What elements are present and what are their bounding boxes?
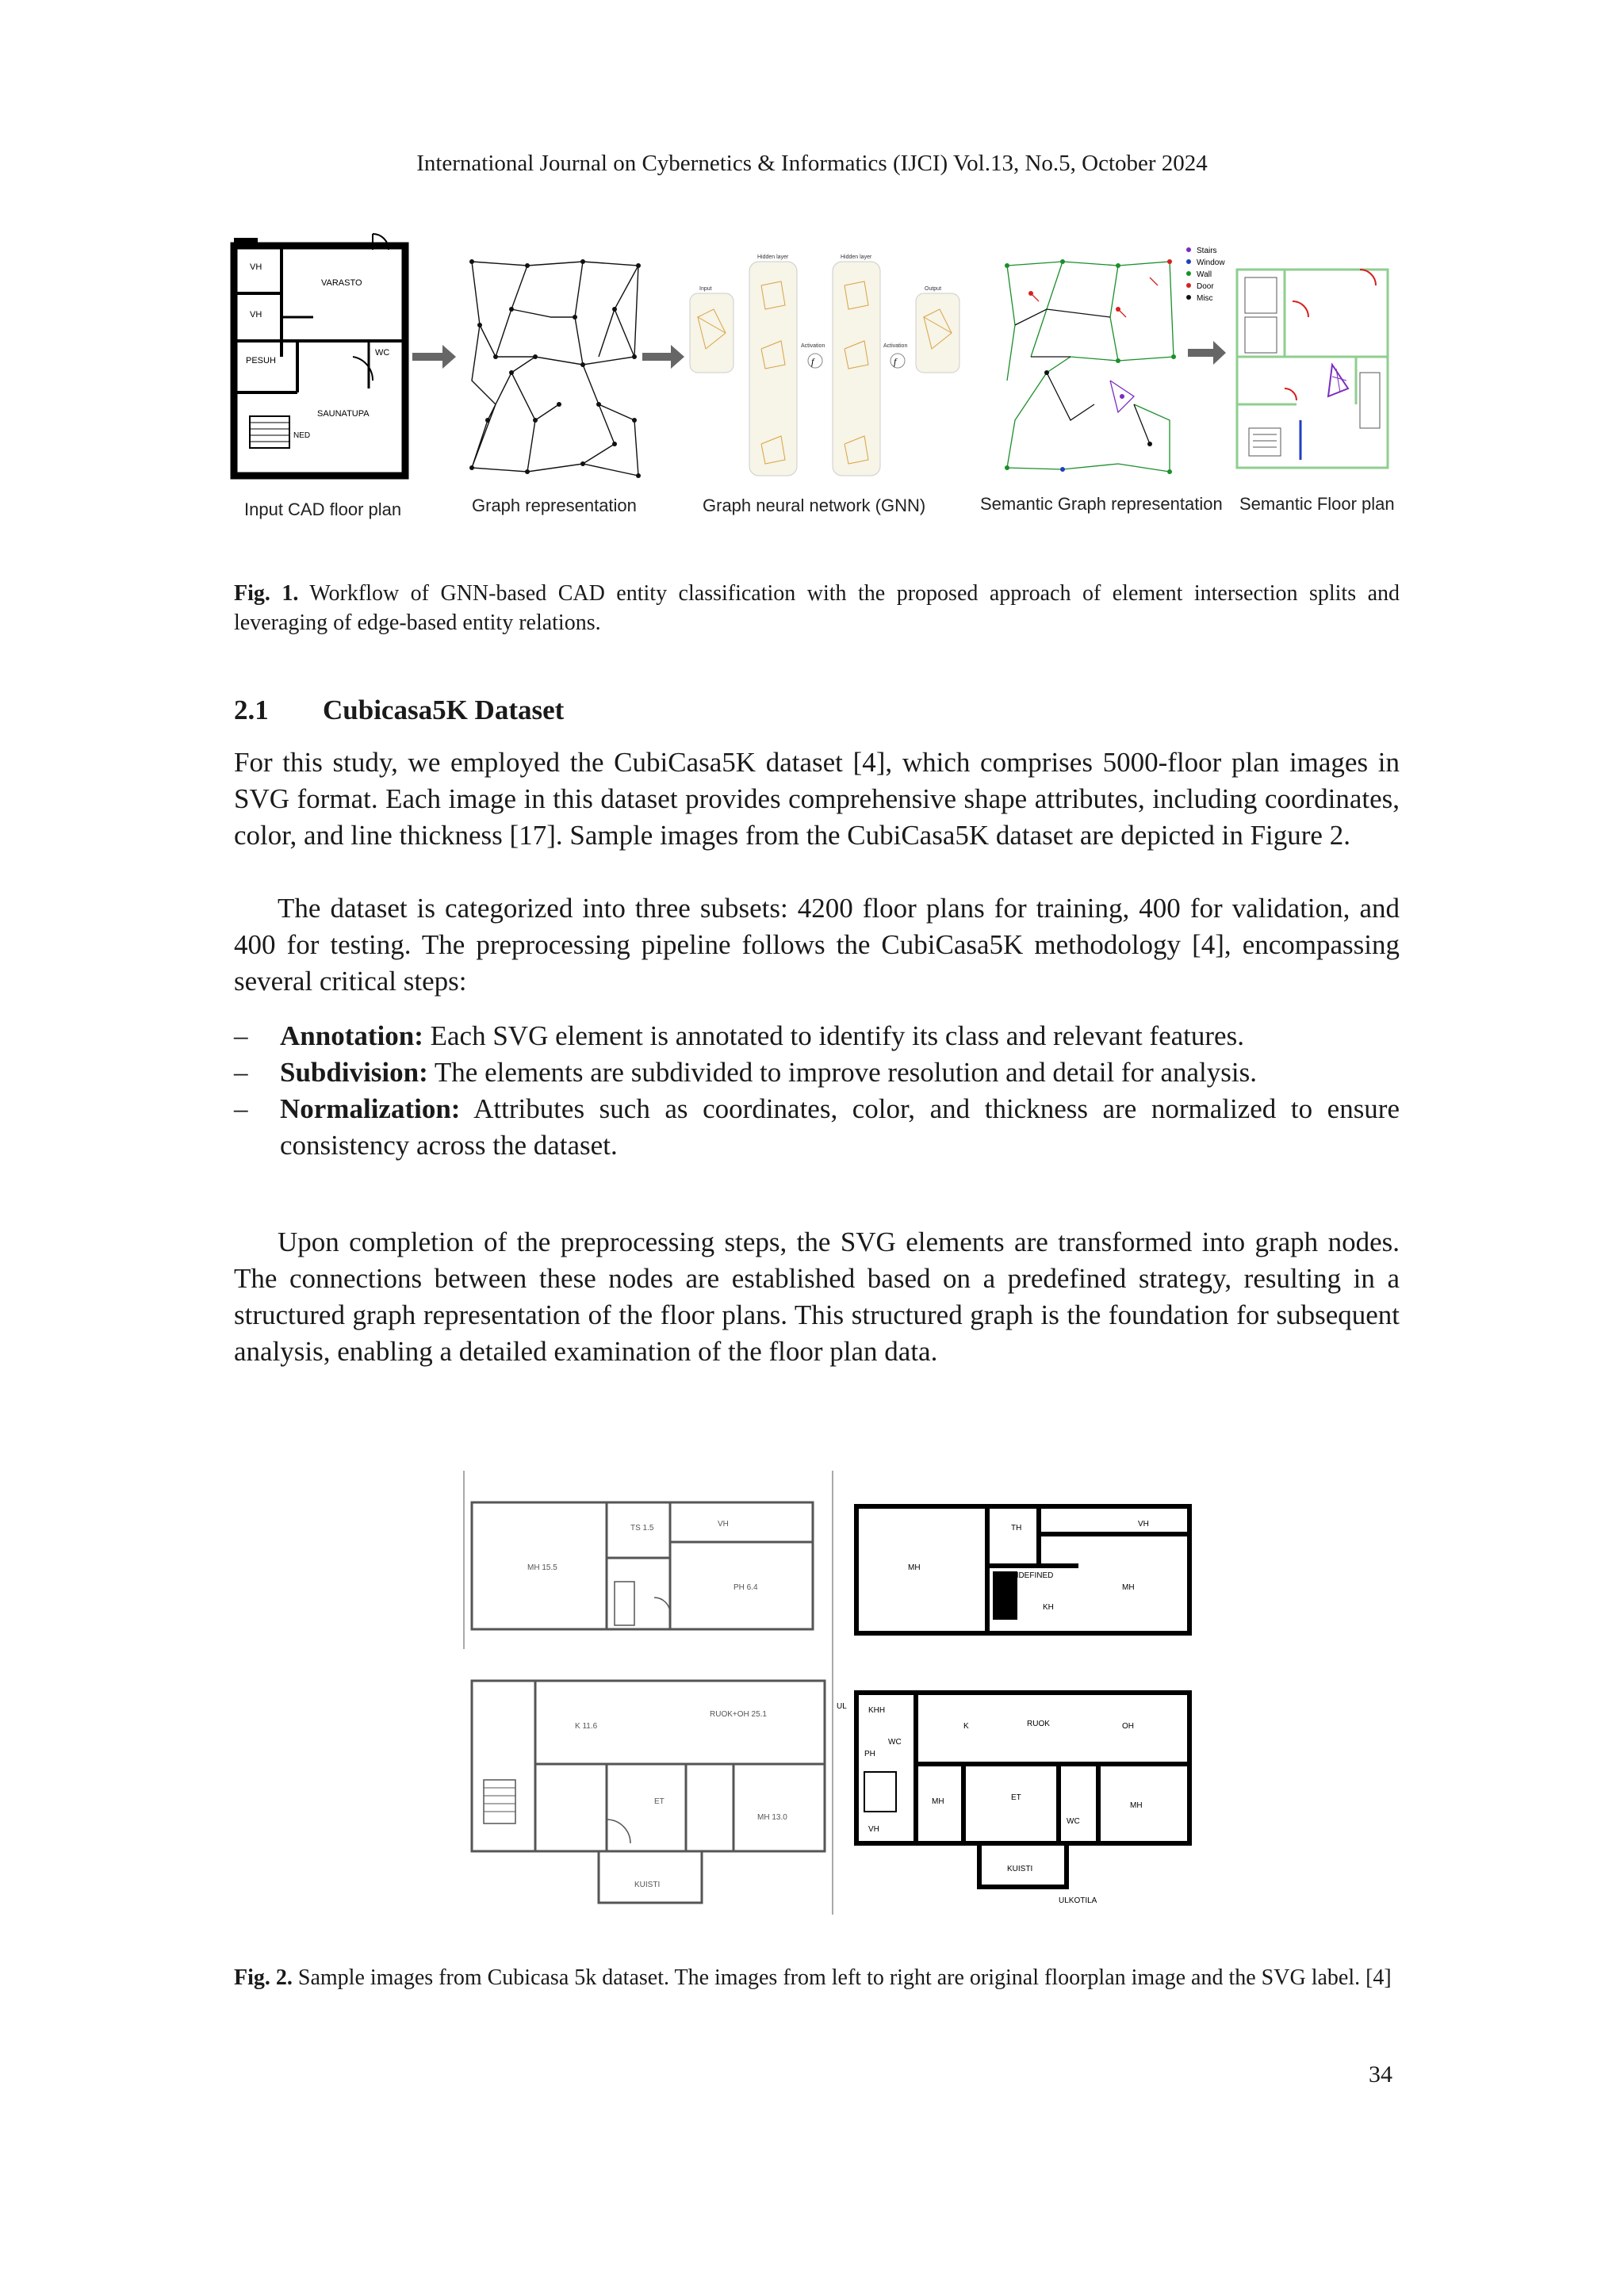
figure-1-caption-label: Fig. 1. (234, 581, 299, 606)
legend-item (1186, 258, 1225, 267)
section-title: Cubicasa5K Dataset (323, 695, 565, 725)
paragraph-1: For this study, we employed the CubiCasa5K dataset [4], which comprises 5000-floor plan images in SVG format. Each image in this dataset provides comprehensive shape attributes, including coordinates, color, and line thickness [17]. Sample images from the CubiCasa5K dataset are depicted in Figure 2. (234, 747, 1400, 851)
section-number: 2.1 (234, 695, 269, 725)
paragraph-3: Upon completion of the preprocessing steps, the SVG elements are transformed into graph nodes. The connections between these nodes are established based on a predefined strategy, resulting in a structured graph representation of the floor plans. This structured graph is the foundation for subsequent analysis, enabling a detailed examination of the floor plan data. (234, 1226, 1400, 1367)
list-item-term: Annotation: (280, 1020, 423, 1051)
svg-text:WC: WC (375, 348, 390, 358)
svg-text:PH 6.4: PH 6.4 (733, 1583, 758, 1592)
list-item-text: The elements are subdivided to improve resolution and detail for analysis. (434, 1057, 1257, 1088)
svg-text:TS 1.5: TS 1.5 (630, 1524, 654, 1533)
svg-text:SAUNATUPA: SAUNATUPA (317, 409, 370, 419)
panel-label-gnn: Graph neural network (GNN) (703, 496, 926, 515)
arrow-icon (412, 345, 456, 369)
input-floor-plan (234, 234, 405, 476)
svg-text:Input: Input (699, 286, 712, 292)
svg-text:MH: MH (1130, 1801, 1143, 1810)
list-item: – Annotation: Each SVG element is annotated to identify its class and relevant features. (234, 1020, 1244, 1051)
svg-text:Window: Window (1197, 258, 1225, 267)
svg-text:KH: KH (1043, 1603, 1054, 1612)
list-item: – Subdivision: The elements are subdivided to improve resolution and detail for analysis. (234, 1057, 1257, 1088)
legend-item (1186, 270, 1212, 279)
figure-1-caption (234, 579, 1400, 637)
legend (1186, 247, 1225, 303)
svg-text:Stairs: Stairs (1197, 247, 1217, 255)
panel-label-input-cad: Input CAD floor plan (244, 499, 402, 519)
arrow-icon (1188, 341, 1226, 365)
svg-text:Output: Output (925, 286, 942, 292)
legend-item (1186, 247, 1217, 255)
svg-text:PESUH: PESUH (246, 356, 276, 365)
svg-text:MH: MH (1122, 1583, 1135, 1592)
svg-text:f: f (894, 356, 897, 367)
figure-2 (456, 1471, 1201, 1915)
list-item-text: Each SVG element is annotated to identify its class and relevant features. (430, 1020, 1244, 1051)
svg-text:OH: OH (1122, 1722, 1134, 1731)
svg-text:K: K (963, 1722, 969, 1731)
figure-1 (230, 230, 1404, 531)
svg-text:Activation: Activation (883, 343, 908, 349)
svg-text:Door: Door (1197, 282, 1214, 291)
svg-text:WC: WC (1067, 1817, 1080, 1826)
svg-text:Misc: Misc (1197, 294, 1213, 303)
svg-text:Hidden layer: Hidden layer (757, 254, 789, 260)
svg-text:MH: MH (932, 1797, 944, 1806)
svg-text:VARASTO: VARASTO (321, 278, 362, 288)
svg-text:RUOK: RUOK (1027, 1720, 1050, 1728)
svg-text:VH: VH (250, 262, 262, 272)
svg-text:NED: NED (293, 431, 311, 440)
svg-text:WC: WC (888, 1738, 902, 1747)
original-floorplan-bottom (472, 1681, 825, 1903)
legend-item (1186, 282, 1214, 291)
svg-text:UL: UL (837, 1702, 847, 1711)
svg-text:MH: MH (908, 1563, 921, 1572)
section-heading (234, 695, 564, 726)
panel-label-graph: Graph representation (472, 496, 637, 515)
svg-text:VH: VH (718, 1520, 729, 1529)
svg-text:Activation: Activation (801, 343, 825, 349)
figure-2-caption (234, 1963, 1400, 1992)
figure-2-caption-text: Sample images from Cubicasa 5k dataset. The images from left to right are original floorplan image and the SVG label. [4] (297, 1965, 1392, 1990)
svg-text:VH: VH (868, 1825, 879, 1834)
svg-text:KUISTI: KUISTI (634, 1881, 661, 1889)
figure-2-graphic (456, 1471, 1201, 1915)
semantic-graph (1005, 259, 1176, 474)
figure-1-graphic (230, 230, 1404, 492)
original-floorplan-top (464, 1471, 833, 1915)
svg-text:Wall: Wall (1197, 270, 1212, 279)
svg-text:K 11.6: K 11.6 (575, 1722, 598, 1731)
svg-text:VH: VH (250, 310, 262, 320)
panel-label-semantic-graph: Semantic Graph representation (980, 494, 1223, 514)
panel-label-semantic-floor: Semantic Floor plan (1239, 494, 1395, 514)
figure-1-caption-text: Workflow of GNN-based CAD entity classification with the proposed approach of element intersection splits and leveraging of edge-based entity relations. (234, 581, 1400, 635)
svg-text:RUOK+OH 25.1: RUOK+OH 25.1 (710, 1710, 767, 1719)
figure-2-caption-label: Fig. 2. (234, 1965, 293, 1990)
svg-text:MH 15.5: MH 15.5 (527, 1563, 557, 1572)
svg-text:ULKOTILA: ULKOTILA (1059, 1896, 1097, 1905)
svg-label-bottom (856, 1693, 1189, 1887)
running-header: International Journal on Cybernetics & Informatics (IJCI) Vol.13, No.5, October 2024 (416, 151, 1208, 176)
svg-text:MH 13.0: MH 13.0 (757, 1813, 787, 1822)
svg-text:f: f (811, 356, 814, 367)
semantic-floor-plan (1237, 270, 1388, 468)
svg-text:Hidden layer: Hidden layer (841, 254, 872, 260)
list-item-term: Subdivision: (280, 1057, 428, 1088)
svg-text:KHH: KHH (868, 1706, 886, 1715)
list-item-term: Normalization: (280, 1093, 461, 1124)
preprocessing-steps-list (234, 1018, 1400, 1164)
svg-text:ET: ET (654, 1797, 665, 1806)
gnn-diagram (690, 254, 959, 476)
svg-text:VH: VH (1138, 1520, 1149, 1529)
paragraph-2: The dataset is categorized into three subsets: 4200 floor plans for training, 400 for validation, and 400 for testing. The preprocessing pipeline follows the CubiCasa5K methodology [4], encompassing several critical steps: (234, 893, 1400, 997)
list-item: – Normalization: Attributes such as coordinates, color, and thickness are normalized to ensure consistency across the dataset. (234, 1093, 1400, 1161)
svg-text:UNDEFINED: UNDEFINED (1007, 1571, 1054, 1580)
svg-text:TH: TH (1011, 1524, 1022, 1533)
svg-text:ET: ET (1011, 1793, 1021, 1802)
arrow-icon (642, 345, 684, 369)
svg-text:PH: PH (864, 1750, 875, 1758)
graph-representation (469, 259, 641, 478)
svg-text:KUISTI: KUISTI (1007, 1865, 1033, 1873)
page-number: 34 (1369, 2061, 1392, 2087)
list-item-text: Attributes such as coordinates, color, and thickness are normalized to ensure consistency across the dataset. (280, 1093, 1400, 1161)
legend-item (1186, 294, 1213, 303)
